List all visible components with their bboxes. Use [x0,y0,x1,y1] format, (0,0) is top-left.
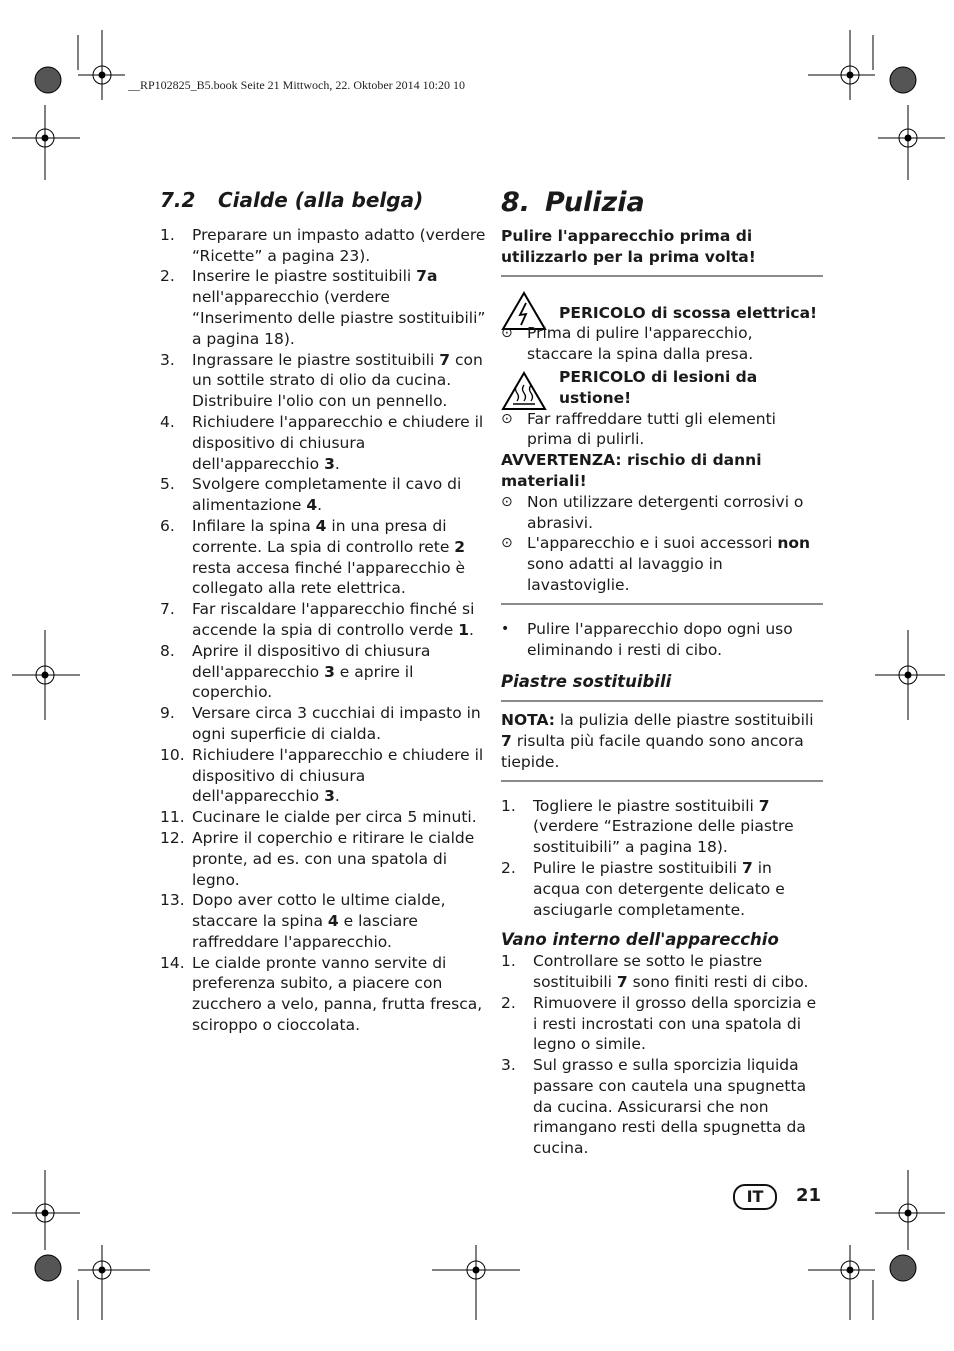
step-item [160,641,490,703]
step-number: 2. [501,858,516,877]
text-run: risulta più facile quando sono ancora tiepide. [501,731,804,771]
text-run: L'apparecchio e i suoi accessori [527,534,778,553]
text-run-bold: 4 [327,912,339,931]
list-item-text: Prima di pulire l'apparecchio, staccare la spina dalla presa. [527,324,754,364]
step-item [160,599,490,641]
text-run: . [469,620,474,639]
divider [501,700,823,702]
text-run: . [334,787,340,806]
step-item [160,953,490,1036]
text-run: Versare circa 3 cucchiai di impasto in ogni superficie di cialda. [192,704,481,743]
text-run: . [334,454,340,473]
text-run: in una presa di corrente. La spia di controllo rete [192,516,455,556]
divider [501,603,823,605]
step-number: 7. [160,600,175,619]
text-run-bold: 3 [324,662,335,681]
text-run: Inserire le piastre sostituibili [192,267,417,286]
list-item-text [527,534,810,594]
section-heading-7-2 [160,190,490,211]
left-column [160,190,490,1036]
text-run: nell'apparecchio (verdere “Inserimento delle piastre sostituibili” a pagina 18). [192,288,486,348]
book-header-line: __RP102825_B5.book Seite 21 Mittwoch, 22. Oktober 2014 10:20 10 [128,78,465,92]
text-run: Far riscaldare l'apparecchio finché si accende la spia di controllo verde [192,600,475,639]
text-run-bold: 7 [758,796,770,815]
note-label: NOTA: [501,711,556,730]
step-text [192,808,477,826]
text-run: resta accesa finché l'apparecchio è collegato alla rete elettrica. [192,558,466,598]
divider [501,780,823,782]
list-item-text: Pulire l'apparecchio dopo ogni uso eliminando i resti di cibo. [527,619,793,659]
step-text [192,642,430,702]
text-run-bold: 3 [324,454,335,473]
text-run: Ingrassare le piastre sostituibili [192,350,440,369]
step-number: 6. [160,516,175,535]
step-text [192,351,483,411]
text-run-bold: 2 [454,537,466,556]
step-number: 12. [160,828,185,847]
text-run-bold: non [777,534,811,553]
section-title: Pulizia [545,187,645,218]
step-item [160,225,490,267]
step-item [160,828,490,890]
warning-title: PERICOLO di scossa elettrica! [559,303,818,322]
list-item [501,619,823,661]
step-number: 5. [160,475,175,494]
list-item-text: Far raffreddare tutti gli elementi prima di pulirli. [527,409,776,449]
list-item [501,409,823,451]
intro-text: Pulire l'apparecchio prima di utilizzarlo per la prima volta! [501,227,756,266]
text-run: Aprire il coperchio e ritirare le cialde pronte, ad es. con una spatola di legno. [192,828,475,889]
text-run-bold: 7 [741,858,753,877]
step-number: 10. [160,745,185,764]
text-run: in acqua con detergente delicato e asciugarle completamente. [533,858,785,919]
text-run-bold: 1 [458,620,470,639]
step-item [160,516,490,599]
bullet-circle-icon: ⊙ [501,410,513,427]
text-run-bold: 7 [616,972,628,991]
step-text [192,600,474,639]
hot-surface-icon [501,371,547,411]
steps-list [501,796,823,921]
caution-title: AVVERTENZA: rischio di danni materiali! [501,451,762,490]
text-run: con un sottile strato di olio da cucina. Distribuire l'olio con un pennello. [192,350,483,411]
step-number: 8. [160,641,175,660]
text-run-bold: 4 [315,516,327,535]
subheading-interior: Vano interno dell'apparecchio [501,930,779,950]
text-run: Preparare un impasto adatto (verdere “Ricette” a pagina 23). [192,225,486,265]
text-run: Infilare la spina [192,516,316,535]
step-text [192,829,474,889]
steps-list [501,951,823,1159]
text-run: e aprire il coperchio. [192,662,414,702]
step-number: 9. [160,704,175,723]
step-number: 13. [160,891,185,910]
step-item [160,703,490,745]
step-text [192,954,482,1034]
text-run: Pulire le piastre sostituibili [533,858,742,877]
step-text [533,859,785,919]
note [501,710,823,772]
text-run: Rimuovere il grosso della sporcizia e i resti incrostati con una spatola di legno o simile. [533,993,817,1054]
text-run: Controllare se sotto le piastre sostituibili [533,952,763,991]
step-text [533,797,794,857]
text-run-bold: 3 [324,787,335,806]
step-item [160,474,490,516]
bullet-circle-icon: ⊙ [501,493,513,510]
text-run: Dopo aver cotto le ultime cialde, staccare la spina [192,891,446,931]
list-item [501,533,823,595]
text-run: sono finiti resti di cibo. [627,972,809,991]
text-run-bold: 7 [439,350,451,369]
section-title: Cialde (alla belga) [218,188,424,212]
section-number: 8. [501,187,531,218]
step-number: 1. [501,796,516,815]
text-run: Cucinare le cialde per circa 5 minuti. [192,808,477,827]
text-run: e lasciare raffreddare l'apparecchio. [192,912,418,951]
bullet-dot-icon: • [501,620,510,637]
bullet-circle-icon: ⊙ [501,535,513,552]
text-run: . [317,496,323,515]
step-text [192,413,483,473]
step-text [192,704,481,743]
text-run-bold: 4 [306,496,318,515]
section-number: 7.2 [160,188,196,212]
step-item [501,796,823,858]
text-run: Richiudere l'apparecchio e chiudere il dispositivo di chiusura dell'apparecchio [192,412,484,473]
step-item [501,993,823,1055]
step-text [192,267,485,347]
text-run: sono adatti al lavaggio in lavastoviglie. [527,555,723,594]
text-run: Aprire il dispositivo di chiusura dell'apparecchio [192,641,431,681]
step-item [501,951,823,993]
warning-title: PERICOLO di lesioni da ustione! [559,367,758,407]
step-number: 2. [160,267,175,286]
step-item [160,412,490,474]
step-text [192,746,483,806]
step-text [192,891,446,951]
text-run: Le cialde pronte vanno servite di preferenza subito, a piacere con zucchero a velo, panna, frutta fresca, sciroppo o cioccolata. [192,953,483,1035]
step-item [160,350,490,412]
step-number: 1. [501,952,516,971]
step-number: 1. [160,225,175,244]
step-text [192,475,461,514]
step-item [160,807,490,828]
step-number: 3. [160,350,175,369]
step-item [501,858,823,920]
text-run: Richiudere l'apparecchio e chiudere il dispositivo di chiusura dell'apparecchio [192,745,484,806]
step-item [501,1055,823,1159]
text-run-bold: 7 [501,731,512,750]
bullet-circle-icon: ⊙ [501,325,513,342]
step-number: 14. [160,953,185,972]
step-text [192,517,465,597]
warning-burn [501,367,823,409]
step-text [192,226,485,265]
page-number: 21 [796,1185,822,1206]
step-item [160,745,490,807]
text-run: la pulizia delle piastre sostituibili [555,711,814,730]
list-item [501,492,823,534]
text-run-bold: 7a [416,267,438,286]
text-run: Svolgere completamente il cavo di alimentazione [192,475,462,515]
step-text [533,1056,806,1157]
section-heading-8 [501,188,823,218]
list-item [501,323,823,365]
step-number: 3. [501,1056,516,1075]
step-text [533,952,808,991]
right-column [501,188,823,1159]
step-item [160,890,490,952]
step-number: 11. [160,808,185,827]
list-item-text: Non utilizzare detergenti corrosivi o abrasivi. [527,492,804,532]
text-run: Sul grasso e sulla sporcizia liquida passare con cautela una spugnetta da cucina. Assicurarsi che non rimangano resti della spugnetta da cucina. [533,1056,807,1158]
warning-electric [501,287,823,324]
text-run: Togliere le piastre sostituibili [533,796,759,815]
language-badge: IT [733,1184,777,1210]
subheading-plates: Piastre sostituibili [501,672,672,692]
step-item [160,266,490,349]
divider [501,275,823,277]
step-number: 4. [160,412,175,431]
step-number: 2. [501,993,516,1012]
text-run: (verdere “Estrazione delle piastre sostituibili” a pagina 18). [533,817,794,857]
steps-list [160,225,490,1036]
step-text [533,994,816,1054]
